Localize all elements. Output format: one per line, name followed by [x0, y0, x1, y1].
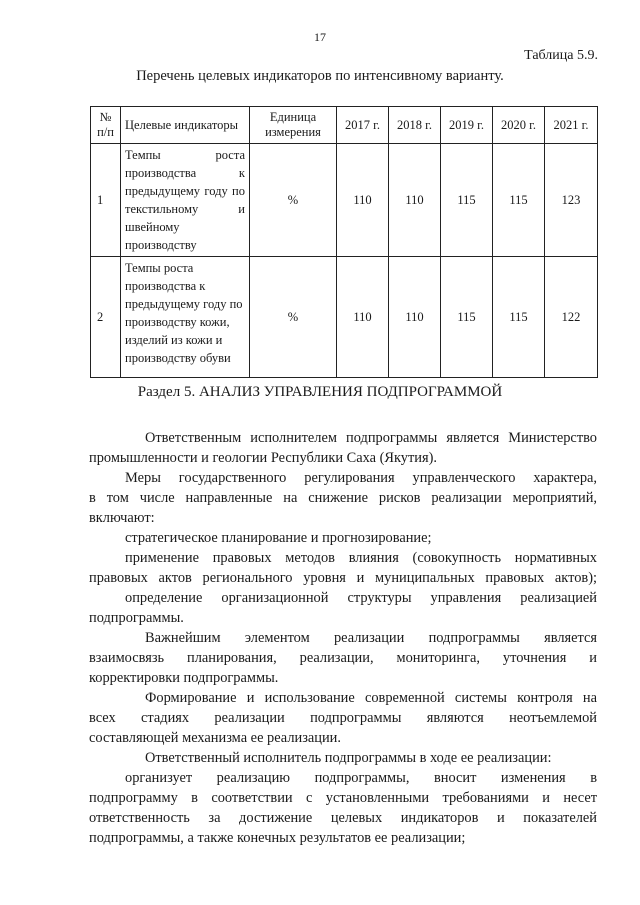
table-row — [91, 257, 598, 378]
table-row — [91, 144, 598, 257]
row-unit: % — [250, 257, 337, 378]
header-year: 2019 г. — [441, 107, 493, 144]
body-line: ответственность за достижение целевых индикаторов и показателей — [89, 810, 597, 826]
body-line: корректировки подпрограммы. — [89, 670, 279, 686]
row-unit: % — [250, 144, 337, 257]
header-year: 2017 г. — [337, 107, 389, 144]
header-indicator: Целевые индикаторы — [121, 107, 250, 144]
row-value: 110 — [337, 257, 389, 378]
body-line: в том числе направленные на снижение рисков реализации мероприятий, — [89, 490, 597, 506]
body-line: включают: — [89, 510, 155, 526]
list-item: стратегическое планирование и прогнозирование; — [125, 530, 432, 546]
page-number: 17 — [314, 30, 326, 44]
row-value: 115 — [441, 144, 493, 257]
header-year: 2018 г. — [389, 107, 441, 144]
header-year: 2021 г. — [545, 107, 598, 144]
row-indicator: Темпы роста производства к предыдущему году по производству кожи, изделий из кожи и производству обуви — [121, 257, 250, 378]
row-indicator: Темпы роста производства к предыдущему году по текстильному и швейному производству — [121, 144, 250, 257]
row-num: 1 — [91, 144, 121, 257]
body-line: Меры государственного регулирования управленческого характера, — [125, 470, 597, 486]
row-value: 115 — [493, 257, 545, 378]
row-value: 115 — [493, 144, 545, 257]
body-line: промышленности и геологии Республики Саха (Якутия). — [89, 450, 437, 466]
row-num: 2 — [91, 257, 121, 378]
body-line: организует реализацию подпрограммы, вносит изменения в — [125, 770, 597, 786]
table-title: Перечень целевых индикаторов по интенсивному варианту. — [136, 68, 504, 84]
body-line: взаимосвязь планирования, реализации, мониторинга, уточнения и — [89, 650, 597, 666]
header-year: 2020 г. — [493, 107, 545, 144]
body-line: Ответственный исполнитель подпрограммы в ходе ее реализации: — [145, 750, 552, 766]
list-item: применение правовых методов влияния (совокупность нормативных — [125, 550, 597, 566]
list-item: правовых актов регионального уровня и муниципальных правовых актов); — [89, 570, 597, 586]
body-line: Ответственным исполнителем подпрограммы является Министерство — [145, 430, 597, 446]
row-value: 123 — [545, 144, 598, 257]
body-line: всех стадиях реализации подпрограммы являются неотъемлемой — [89, 710, 597, 726]
header-unit: Единица измерения — [250, 107, 337, 144]
header-num: № п/п — [91, 107, 121, 144]
body-line: Важнейшим элементом реализации подпрограммы является — [145, 630, 597, 646]
row-value: 115 — [441, 257, 493, 378]
row-value: 110 — [337, 144, 389, 257]
row-value: 110 — [389, 144, 441, 257]
table-label: Таблица 5.9. — [524, 48, 598, 63]
list-item: подпрограммы. — [89, 610, 184, 626]
body-line: подпрограмму в соответствии с установленными требованиями и несет — [89, 790, 597, 806]
body-line: подпрограммы, а также конечных результатов ее реализации; — [89, 830, 466, 846]
section-heading: Раздел 5. АНАЛИЗ УПРАВЛЕНИЯ ПОДПРОГРАММОЙ — [137, 384, 503, 400]
row-value: 122 — [545, 257, 598, 378]
table-header-row — [91, 107, 598, 144]
body-line: Формирование и использование современной системы контроля на — [145, 690, 597, 706]
row-value: 110 — [389, 257, 441, 378]
indicators-table — [90, 106, 598, 378]
list-item: определение организационной структуры управления реализацией — [125, 590, 597, 606]
body-line: составляющей механизма ее реализации. — [89, 730, 341, 746]
